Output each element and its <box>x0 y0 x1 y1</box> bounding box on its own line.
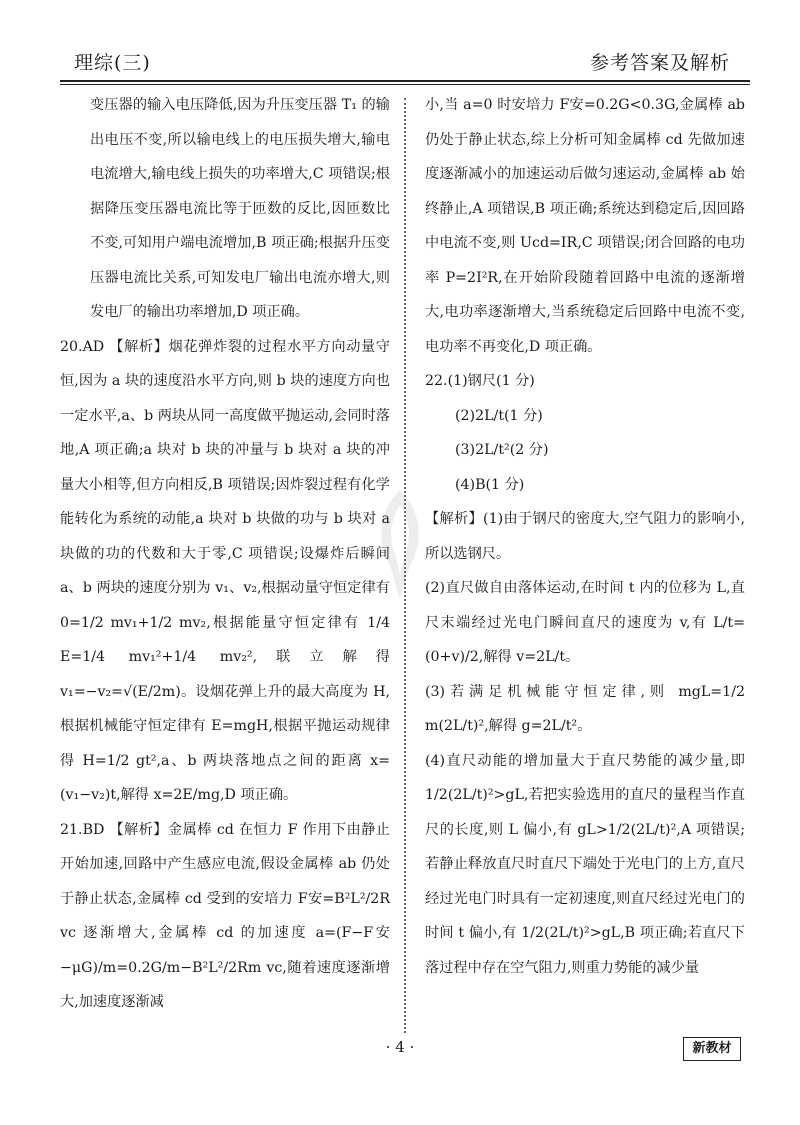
answer-22-3: (3)2L/t²(2 分) <box>455 442 549 458</box>
right-column <box>425 88 745 985</box>
answer-21: 21.BD 【解析】金属棒 cd 在恒力 F 作用下由静止开始加速,回路中产生感应电流,假设金属棒 ab 仍处于静止状态,金属棒 cd 受到的安培力 F安=B²L²/2R vc 逐渐增大,金属棒 cd 的加速度 a=(F−F安−μG)/m=0.2G/m−B²L²/2Rm vc,随着速度逐渐增大,加速度逐渐减 <box>60 821 390 1010</box>
answer-22-1: 22.(1)钢尺(1 分) <box>425 373 535 389</box>
answer-21-cont: 小,当 a=0 时安培力 F安=0.2G<0.3G,金属棒 ab 仍处于静止状态,综上分析可知金属棒 cd 先做加速度逐渐减小的加速运动后做匀速运动,金属棒 ab 始终静止,A 项错误,B 项正确;系统达到稳定后,因回路中电流不变,则 Ucd=IR,C 项错误;闭合回路的电功率 P=2I²R,在开始阶段随着回路中电流的逐渐增大,电功率逐渐增大,当系统稳定后回路中电流不变,电功率不再变化,D 项正确。 <box>425 97 745 355</box>
left-column <box>60 88 390 1020</box>
header-title-right: 参考答案及解析 <box>589 52 730 74</box>
paragraph-19-cont: 变压器的输入电压降低,因为升压变压器 T₁ 的输出电压不变,所以输电线上的电压损失增大,输电电流增大,输电线上损失的功率增大,C 项错误;根据降压变压器电流比等于匝数的反比,因匝数比不变,可知用户端电流增加,B 项正确;根据升压变压器电流比关系,可知发电厂输出电流亦增大,则发电厂的输出功率增加,D 项正确。 <box>90 97 390 320</box>
header-title-left: 理综(三) <box>74 52 151 74</box>
analysis-22-part3: (3)若满足机械能守恒定律,则 mgL=1/2 m(2L/t)²,解得 g=2L/t²。 <box>425 683 745 734</box>
analysis-22-intro: 【解析】(1)由于钢尺的密度大,空气阻力的影响小,所以选钢尺。 <box>425 511 745 562</box>
page-number: · 4 · <box>385 1038 415 1056</box>
analysis-22-part2: (2)直尺做自由落体运动,在时间 t 内的位移为 L,直尺末端经过光电门瞬间直尺的速度为 v,有 L/t=(0+v)/2,解得 v=2L/t。 <box>425 580 745 665</box>
answer-22-4: (4)B(1 分) <box>455 476 525 493</box>
edition-badge: 新教材 <box>683 1037 741 1061</box>
header-rule <box>60 80 750 82</box>
answer-20: 20.AD 【解析】烟花弹炸裂的过程水平方向动量守恒,因为 a 块的速度沿水平方向,则 b 块的速度方向也一定水平,a、b 两块从同一高度做平抛运动,会同时落地,A 项正确;a 块对 b 块的冲量与 b 块对 a 块的冲量大小相等,但方向相反,B 项错误;因炸裂过程有化学能转化为系统的动能,a 块对 b 块做的功与 b 块对 a 块做的功的代数和大于零,C 项错误;设爆炸后瞬间 a、b 两块的速度分别为 v₁、v₂,根据动量守恒定律有 0=1/2 mv₁+1/2 mv₂,根据能量守恒定律有 1/4 E=1/4 mv₁²+1/4 mv₂²,联立解得 v₁=−v₂=√(E/2m)。设烟花弹上升的最大高度为 H,根据机械能守恒定律有 E=mgH,根据平抛运动规律得 H=1/2 gt²,a、b 两块落地点之间的距离 x=(v₁−v₂)t,解得 x=2E/mg,D 项正确。 <box>60 338 390 803</box>
answer-22-2: (2)2L/t(1 分) <box>455 407 543 424</box>
analysis-22-part4: (4)直尺动能的增加量大于直尺势能的减少量,即 1/2(2L/t)²>gL,若把实验选用的直尺的量程当作直尺的长度,则 L 偏小,有 gL>1/2(2L/t)²,A 项错误;若静止释放直尺时直尺下端处于光电门的上方,直尺经过光电门时具有一定初速度,则直尺经过光电门的时间 t 偏小,有 1/2(2L/t)²>gL,B 项正确;若直尺下落过程中存在空气阻力,则重力势能的减少量 <box>425 752 745 976</box>
page-header <box>60 42 740 78</box>
header-rule-thin <box>60 84 750 85</box>
